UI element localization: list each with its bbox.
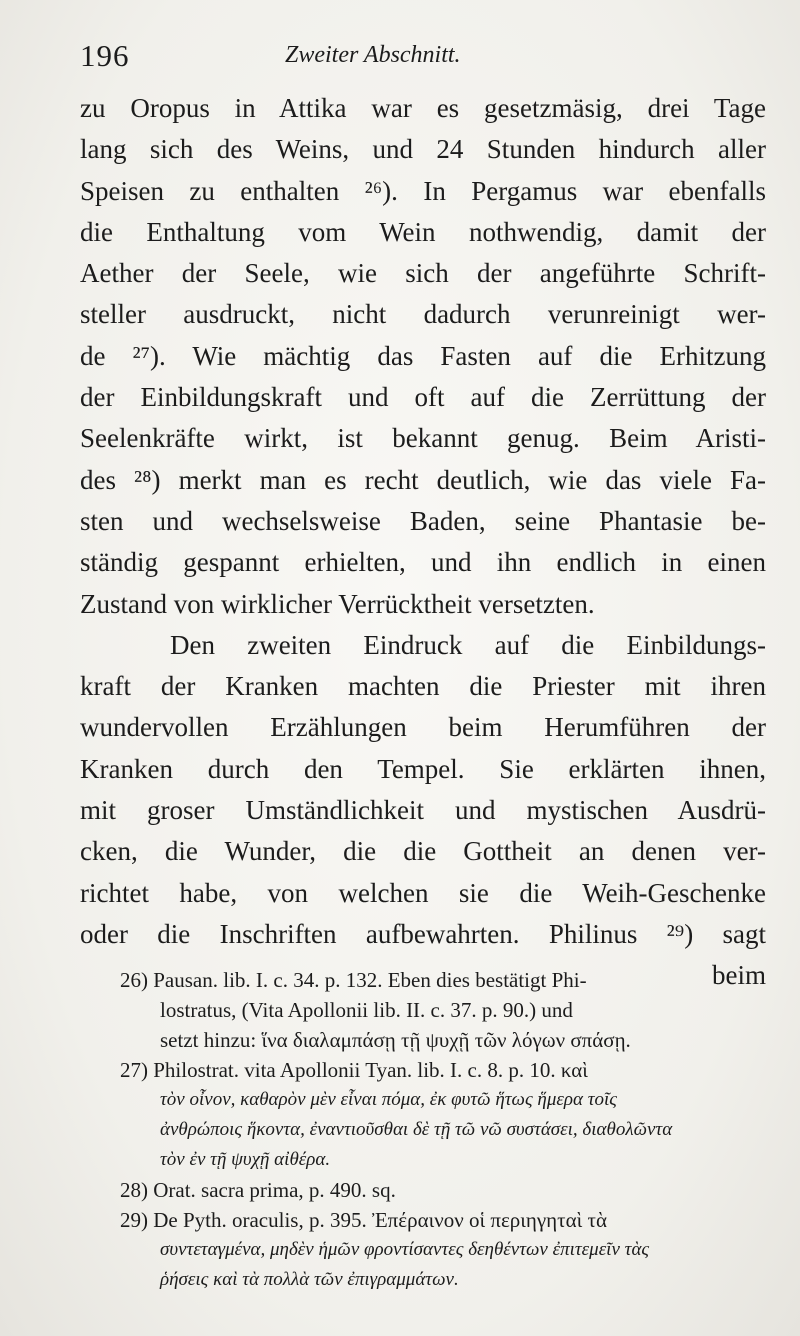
text-line: wundervollen Erzählungen beim Herumführen der <box>80 712 766 743</box>
catchword: beim <box>712 960 766 991</box>
text-line: steller ausdruckt, nicht dadurch verunreinigt wer- <box>80 299 766 330</box>
footnotes <box>120 965 768 1295</box>
text-line: kraft der Kranken machten die Priester mit ihren <box>80 671 766 702</box>
footnote-27-greek: τὸν οἶνον, καθαρὸν μὲν εἶναι πόμα, ἐκ φυτῶ ἥτως ἥμερα τοῖς <box>160 1089 618 1110</box>
footnote-29-greek: ῥήσεις καὶ τὰ πολλὰ τῶν ἐπιγραμμάτων. <box>160 1269 459 1290</box>
text-line: Speisen zu enthalten ²⁶). In Pergamus war ebenfalls <box>80 175 766 206</box>
text-line: Aether der Seele, wie sich der angeführte Schrift- <box>80 258 766 289</box>
paragraph-start-line: Den zweiten Eindruck auf die Einbildungs- <box>170 629 766 660</box>
page-number: 196 <box>80 38 130 73</box>
text-line: ständig gespannt erhielten, und ihn endlich in einen <box>80 547 766 578</box>
text-line: des ²⁸) merkt man es recht deutlich, wie das viele Fa- <box>80 464 766 495</box>
footnote-29-greek: συντεταγμένα, μηδὲν ἡμῶν φροντίσαντες δεηθέντων ἐπιτεμεῖν τὰς <box>160 1239 650 1260</box>
footnote-26-cont: lostratus, (Vita Apollonii lib. II. c. 37. p. 90.) und <box>160 998 573 1022</box>
text-line: sten und wechselsweise Baden, seine Phantasie be- <box>80 505 766 536</box>
text-line: de ²⁷). Wie mächtig das Fasten auf die Erhitzung <box>80 340 766 371</box>
footnote-27-greek: ἀνθρώποις ἥκοντα, ἐναντιοῦσθαι δὲ τῇ τῶ νῶ συστάσει, διαθολῶντα <box>160 1119 673 1140</box>
text-line: lang sich des Weins, und 24 Stunden hindurch aller <box>80 134 766 165</box>
text-line: Zustand von wirklicher Verrücktheit versetzten. <box>80 588 595 619</box>
main-text <box>80 88 766 997</box>
footnote-26: 26) Pausan. lib. I. c. 34. p. 132. Eben dies bestätigt Phi- <box>120 968 587 992</box>
footnote-28: 28) Orat. sacra prima, p. 490. sq. <box>120 1178 396 1202</box>
text-line: oder die Inschriften aufbewahrten. Philinus ²⁹) sagt <box>80 918 766 949</box>
text-line: Seelenkräfte wirkt, ist bekannt genug. Beim Aristi- <box>80 423 766 454</box>
text-line: richtet habe, von welchen sie die Weih-Geschenke <box>80 877 766 908</box>
text-line: mit groser Umständlichkeit und mystischen Ausdrü- <box>80 795 766 826</box>
footnote-27-greek: τὸν ἐν τῇ ψυχῇ αἰθέρα. <box>160 1149 331 1170</box>
footnote-26-greek: setzt hinzu: ἵνα διαλαμπάσῃ τῇ ψυχῇ τῶν λόγων σπάσῃ. <box>160 1028 631 1052</box>
text-line: Kranken durch den Tempel. Sie erklärten ihnen, <box>80 753 766 784</box>
text-line: der Einbildungskraft und oft auf die Zerrüttung der <box>80 382 766 413</box>
running-head: Zweiter Abschnitt. <box>285 42 461 68</box>
text-line: die Enthaltung vom Wein nothwendig, damit der <box>80 216 766 247</box>
footnote-29: 29) De Pyth. oraculis, p. 395. Ἐπέραινον οἱ περιηγηταὶ τὰ <box>120 1208 607 1232</box>
text-line: cken, die Wunder, die die Gottheit an denen ver- <box>80 836 766 867</box>
page-header <box>80 38 760 78</box>
footnote-27: 27) Philostrat. vita Apollonii Tyan. lib. I. c. 8. p. 10. καὶ <box>120 1058 588 1082</box>
text-line: zu Oropus in Attika war es gesetzmäsig, drei Tage <box>80 93 766 123</box>
